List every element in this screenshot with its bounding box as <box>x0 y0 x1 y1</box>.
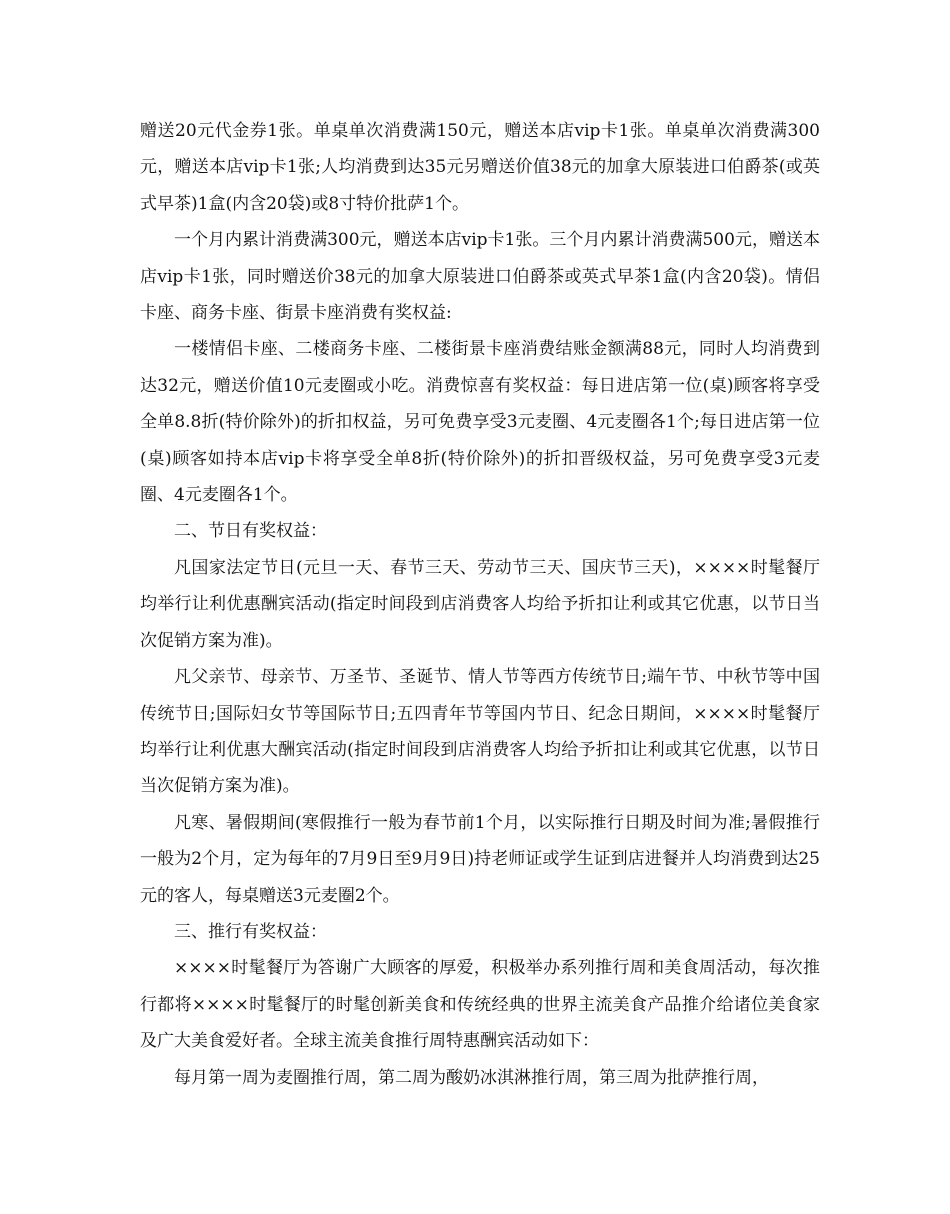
document-body <box>140 113 820 1096</box>
heading-promotion-rewards: 三、推行有奖权益： <box>174 921 327 942</box>
heading-holiday-rewards: 二、节日有奖权益： <box>174 521 327 542</box>
paragraph-booth-rewards: 一楼情侣卡座、二楼商务卡座、二楼街景卡座消费结账金额满88元，同时人均消费到达32元，赠送价值10元麦圈或小吃。消费惊喜有奖权益：每日进店第一位(桌)顾客将享受全单8.8折(特价除外)的折扣权益，另可免费享受3元麦圈、4元麦圈各1个;每日进店第一位(桌)顾客如持本店vip卡将享受全单8折(特价除外)的折扣晋级权益，另可免费享受3元麦圈、4元麦圈各1个。 <box>140 339 820 506</box>
paragraph-festivals: 凡父亲节、母亲节、万圣节、圣诞节、情人节等西方传统节日;端午节、中秋节等中国传统节日;国际妇女节等国际节日;五四青年节等国内节日、纪念日期间，××××时髦餐厅均举行让利优惠大酬宾活动(指定时间段到店消费客人均给予折扣让利或其它优惠，以节日当次促销方案为准)。 <box>140 667 820 797</box>
paragraph-school-holidays: 凡寒、暑假期间(寒假推行一般为春节前1个月，以实际推行日期及时间为准;暑假推行一般为2个月，定为每年的7月9日至9月9日)持老师证或学生证到店进餐并人均消费到达25元的客人，每桌赠送3元麦圈2个。 <box>140 812 820 906</box>
paragraph-promotion-weeks: ××××时髦餐厅为答谢广大顾客的厚爱，积极举办系列推行周和美食周活动，每次推行都将××××时髦餐厅的时髦创新美食和传统经典的世界主流美食产品推介给诸位美食家及广大美食爱好者。全球主流美食推行周特惠酬宾活动如下： <box>140 958 820 1052</box>
paragraph-national-holidays: 凡国家法定节日(元旦一天、春节三天、劳动节三天、国庆节三天)，××××时髦餐厅均举行让利优惠酬宾活动(指定时间段到店消费客人均给予折扣让利或其它优惠，以节日当次促销方案为准)。 <box>140 557 820 651</box>
paragraph-monthly-schedule: 每月第一周为麦圈推行周，第二周为酸奶冰淇淋推行周，第三周为批萨推行周， <box>174 1067 769 1088</box>
paragraph-monthly-cumulative: 一个月内累计消费满300元，赠送本店vip卡1张。三个月内累计消费满500元，赠送本店vip卡1张，同时赠送价38元的加拿大原装进口伯爵茶或英式早茶1盒(内含20袋)。情侣卡座、商务卡座、街景卡座消费有奖权益: <box>140 230 820 324</box>
paragraph-gift-voucher: 赠送20元代金券1张。单桌单次消费满150元，赠送本店vip卡1张。单桌单次消费满300元，赠送本店vip卡1张;人均消费到达35元另赠送价值38元的加拿大原装进口伯爵茶(或英式早茶)1盒(内含20袋)或8寸特价批萨1个。 <box>140 121 820 214</box>
